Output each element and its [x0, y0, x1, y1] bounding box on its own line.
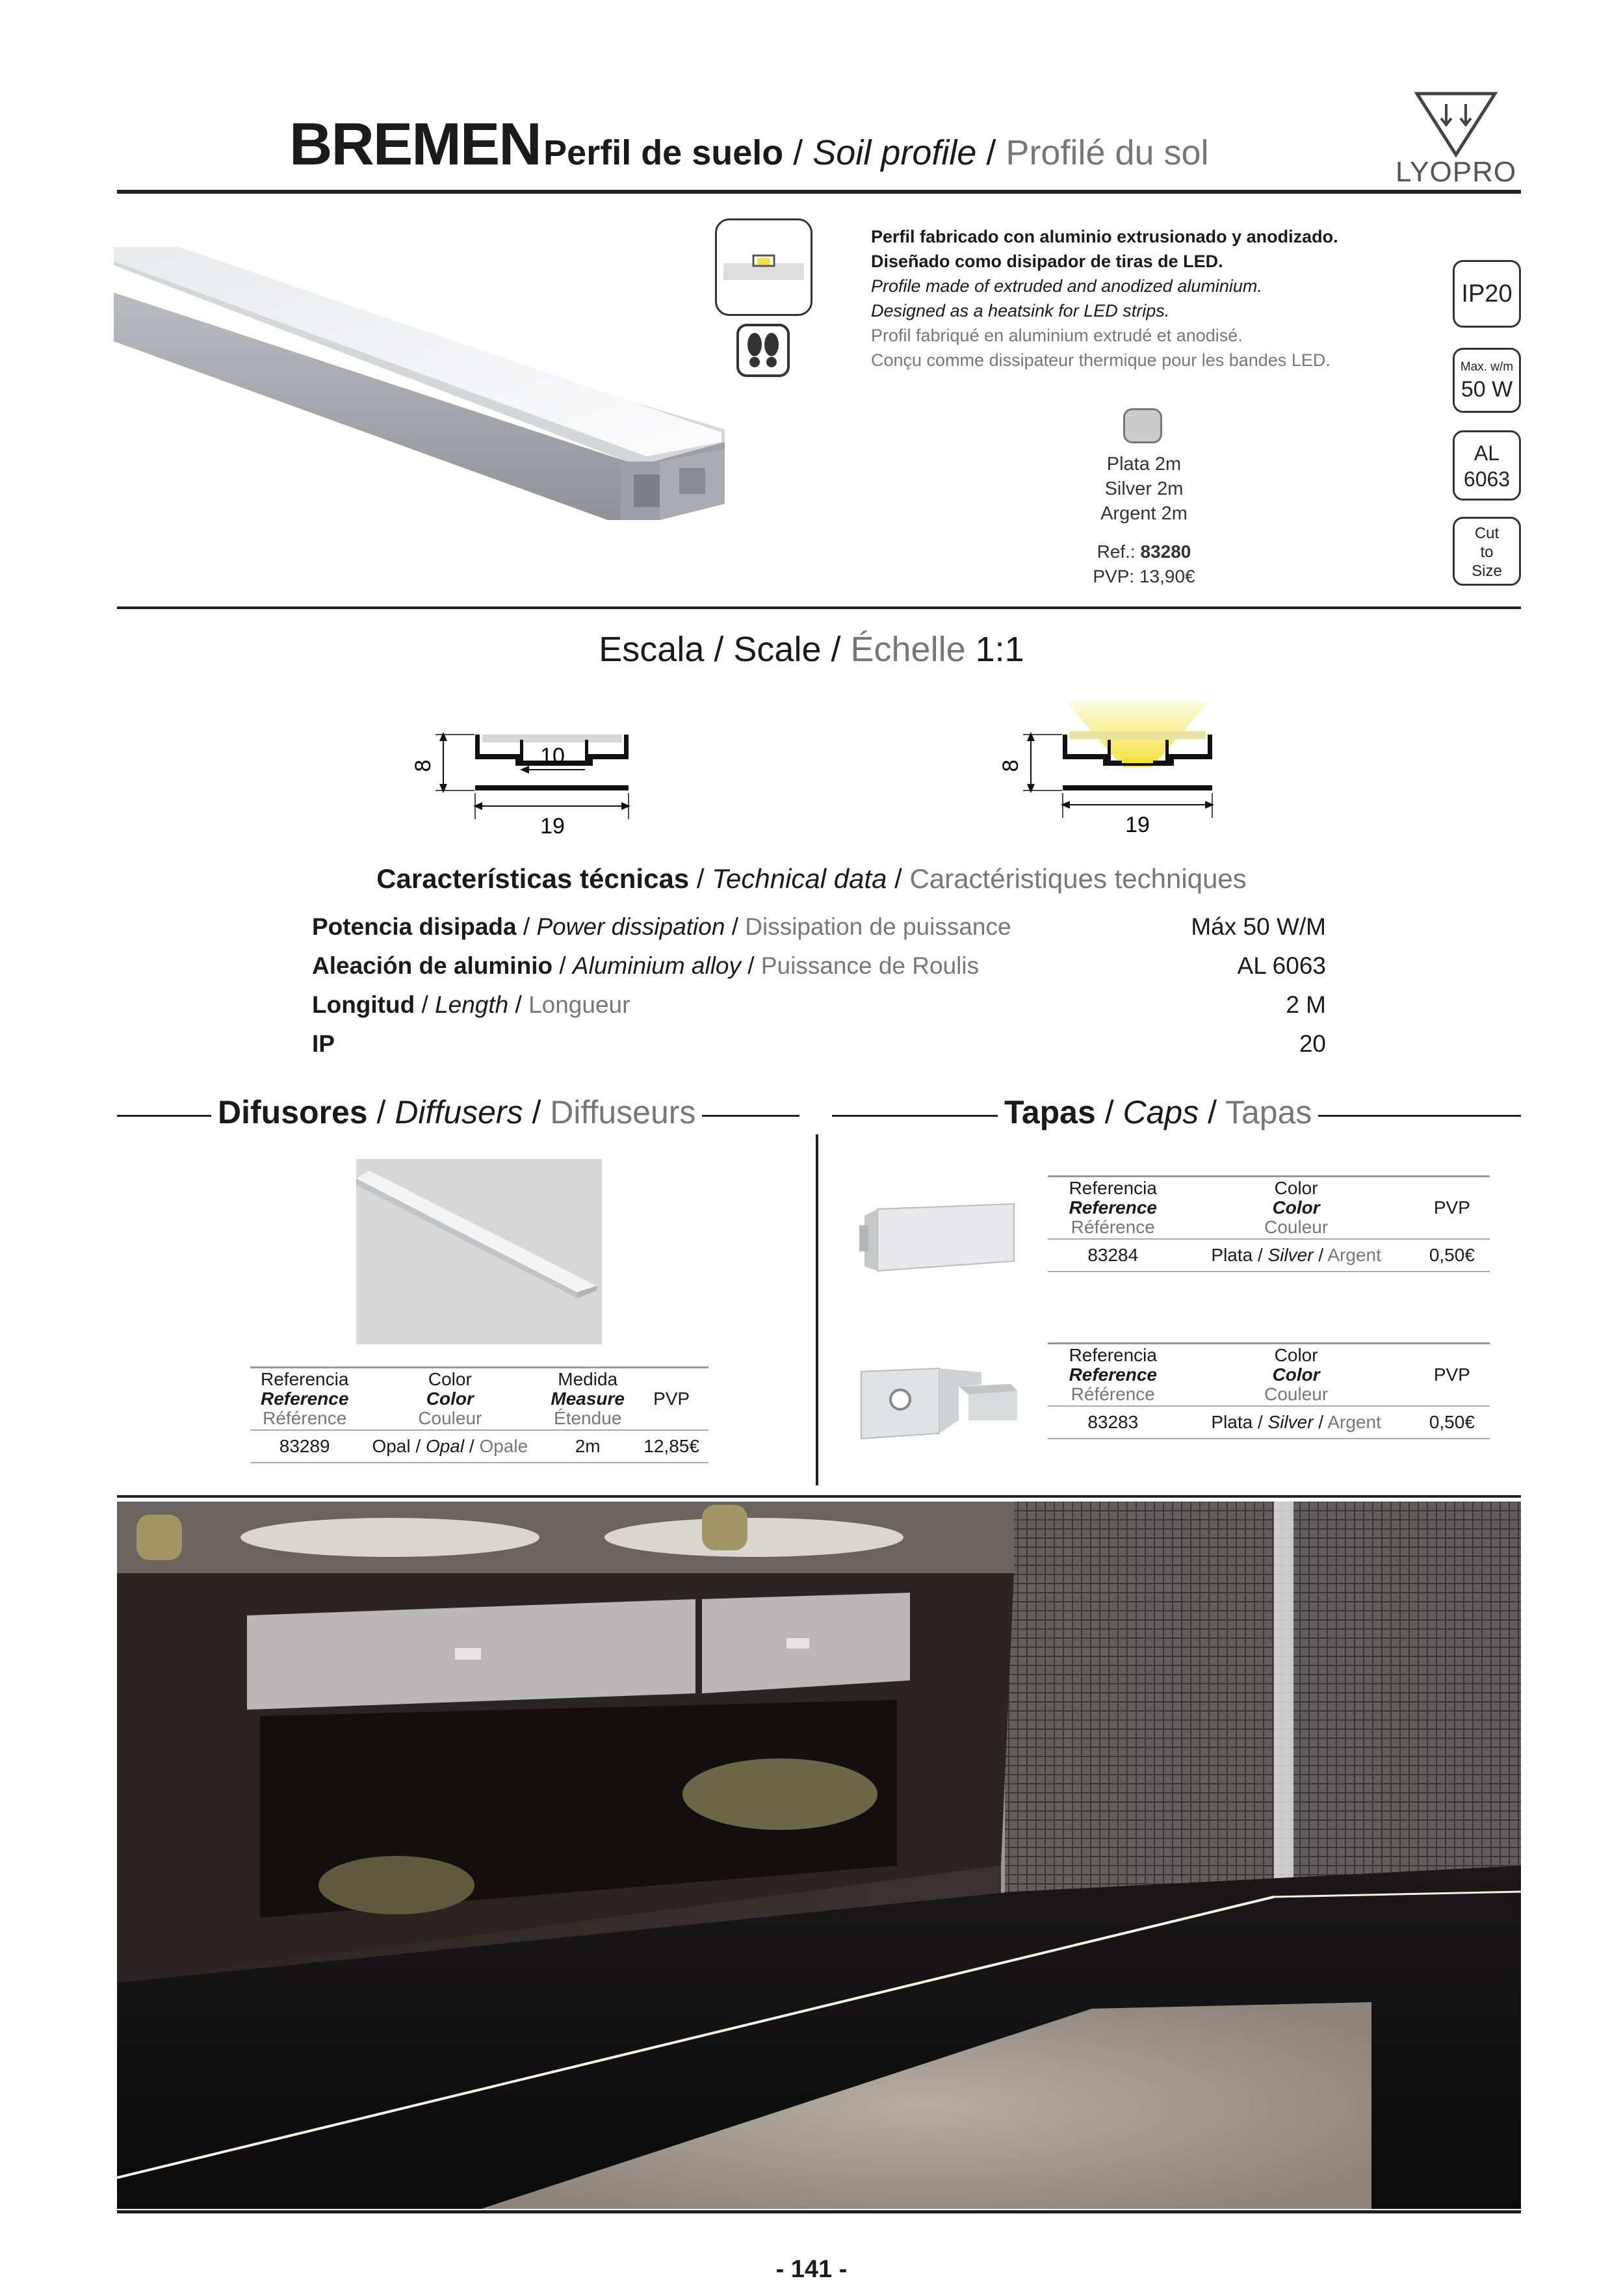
- profile-product-image: [114, 247, 725, 540]
- cell-ref: 83283: [1087, 1412, 1139, 1432]
- tech-row: Longitud / Length / Longueur 2 M: [312, 991, 1326, 1018]
- dim-height-right: 8: [998, 759, 1023, 772]
- tech-value: 20: [1299, 1030, 1326, 1057]
- tech-label-es: Potencia disipada: [312, 913, 517, 940]
- diffusers-heading-es: Difusores: [218, 1094, 368, 1130]
- caps-header-row: [1048, 1344, 1490, 1407]
- tech-heading-fr: Caractéristiques techniques: [909, 863, 1247, 894]
- profile-dimension-drawing: [409, 722, 643, 845]
- tech-label-en: Aluminium alloy: [572, 952, 742, 979]
- color-en: Silver 2m: [1104, 478, 1184, 499]
- max-power-value: 50 W: [1461, 377, 1513, 402]
- col-reference: Referencia Reference Référence: [261, 1369, 349, 1428]
- cut-to-size-badge: [1453, 517, 1521, 586]
- brand-name: LYOPRO: [1395, 156, 1517, 188]
- caps-table-83283: [1048, 1342, 1490, 1439]
- tech-label-es: IP: [312, 1030, 335, 1057]
- title-main: BREMEN: [289, 111, 541, 177]
- title-en: Soil profile: [812, 133, 977, 172]
- alloy-value: 6063: [1463, 467, 1511, 491]
- tech-row: [312, 1030, 1326, 1058]
- title-sep-1: /: [783, 133, 813, 172]
- silver-color-swatch: [1123, 408, 1162, 443]
- cell-pvp: 0,50€: [1429, 1245, 1475, 1265]
- col-reference: Referencia Reference Référence: [1069, 1178, 1157, 1237]
- bathroom-photo: [117, 1502, 1521, 2209]
- desc-fr-1: Profil fabriqué en aluminium extrudé et anodisé.: [871, 326, 1243, 345]
- tech-label-fr: Longueur: [528, 991, 630, 1018]
- cell-color: Plata / Silver / Argent: [1211, 1245, 1381, 1265]
- price-value: 13,90€: [1139, 566, 1195, 586]
- col-pvp: PVP: [1433, 1197, 1470, 1218]
- page-title: [289, 111, 1209, 179]
- tech-heading-en: Technical data: [712, 863, 887, 894]
- desc-en-2: Designed as a heatsink for LED strips.: [871, 301, 1170, 320]
- footprint-icon-box: [736, 324, 790, 377]
- table-row: [1048, 1239, 1490, 1272]
- desc-en-1: Profile made of extruded and anodized aluminium.: [871, 276, 1262, 296]
- alloy-badge: [1453, 430, 1521, 501]
- diffusers-heading: Difusores / Diffusers / Diffuseurs: [211, 1093, 702, 1131]
- page-number: - 141 -: [775, 2256, 848, 2283]
- col-color: Color Color Couleur: [1264, 1178, 1329, 1237]
- cell-color: Plata / Silver / Argent: [1211, 1412, 1381, 1432]
- max-power-badge: [1453, 348, 1521, 413]
- caps-heading-es: Tapas: [1004, 1094, 1096, 1130]
- tech-row: Potencia disipada / Power dissipation / Dissipation de puissance Máx 50 W/M: [312, 913, 1326, 940]
- table-row: [1048, 1406, 1490, 1439]
- cap-83284-image: [851, 1190, 1020, 1281]
- product-description: [871, 224, 1404, 372]
- title-es: Perfil de suelo: [543, 133, 784, 172]
- cell-color: Opal / Opal / Opale: [372, 1436, 528, 1456]
- diffusers-heading-en: Diffusers: [395, 1094, 523, 1130]
- caps-header-row: [1048, 1177, 1490, 1240]
- desc-es-2: Diseñado como disipador de tiras de LED.: [871, 252, 1223, 271]
- diffusers-heading-fr: Diffuseurs: [550, 1094, 696, 1130]
- photo-top-rule: [117, 1495, 1521, 1498]
- diffuser-image: [356, 1159, 602, 1344]
- table-row: [250, 1430, 708, 1463]
- tech-label-es: Longitud: [312, 991, 415, 1018]
- floor-section-icon: [715, 218, 812, 316]
- photo-bottom-rule: [117, 2210, 1521, 2213]
- price-label: PVP:: [1093, 566, 1139, 586]
- caps-heading-en: Caps: [1123, 1094, 1199, 1130]
- col-measure: Medida Measure Étendue: [551, 1369, 625, 1428]
- cell-measure: 2m: [575, 1436, 601, 1456]
- col-reference: Referencia Reference Référence: [1069, 1345, 1157, 1404]
- cut-line-1: Cut: [1474, 525, 1500, 542]
- cap-83283-image: [848, 1355, 1024, 1450]
- product-rule: [117, 607, 1521, 609]
- cell-pvp: 12,85€: [643, 1436, 699, 1456]
- desc-es-1: Perfil fabricado con aluminio extrusionado y anodizado.: [871, 227, 1338, 246]
- col-pvp: PVP: [1433, 1364, 1470, 1385]
- ip-badge: IP20: [1453, 260, 1521, 328]
- color-fr: Argent 2m: [1100, 503, 1188, 524]
- title-fr: Profilé du sol: [1006, 133, 1209, 172]
- tech-label-en: Power dissipation: [536, 913, 725, 940]
- tech-label-es: Aleación de aluminio: [312, 952, 553, 979]
- color-es: Plata 2m: [1106, 454, 1182, 475]
- col-color: Color Color Couleur: [1264, 1345, 1329, 1404]
- dim-height-left: 8: [411, 759, 435, 772]
- dim-width-left: 19: [540, 814, 565, 839]
- caps-heading: Tapas / Caps / Tapas: [998, 1093, 1318, 1131]
- tech-heading-es: Características técnicas: [376, 863, 690, 894]
- scale-heading: Escala / Scale / Échelle 1:1: [599, 630, 1024, 669]
- tech-label-en: Length: [435, 991, 509, 1018]
- cut-line-3: Size: [1472, 562, 1502, 580]
- caps-heading-fr: Tapas: [1225, 1094, 1312, 1130]
- column-divider: [816, 1134, 818, 1485]
- ref-number: 83280: [1140, 541, 1191, 562]
- ref-label: Ref.:: [1097, 541, 1141, 562]
- tech-row: Aleación de aluminio / Aluminium alloy / Puissance de Roulis AL 6063: [312, 952, 1326, 979]
- footprints-icon: [739, 326, 787, 374]
- caps-table-83284: [1048, 1175, 1490, 1272]
- tech-heading: Características técnicas / Technical data / Caractéristiques techniques: [376, 863, 1247, 894]
- alloy-label: AL: [1474, 441, 1500, 465]
- tech-value: 2 M: [1286, 991, 1326, 1018]
- tech-label-fr: Dissipation de puissance: [745, 913, 1011, 940]
- scale-fr: Échelle: [850, 630, 966, 669]
- cut-line-2: to: [1480, 543, 1494, 561]
- profile-led-drawing: [994, 702, 1241, 845]
- cell-pvp: 0,50€: [1429, 1412, 1475, 1432]
- title-sep-2: /: [976, 133, 1006, 172]
- dim-inner: 10: [540, 744, 565, 768]
- scale-en: Scale: [733, 630, 822, 669]
- color-options: [1053, 452, 1235, 526]
- tech-label-fr: Puissance de Roulis: [760, 952, 980, 979]
- dim-width-right: 19: [1125, 813, 1150, 837]
- cell-ref: 83289: [279, 1436, 330, 1456]
- title-subtitle: [543, 133, 1208, 172]
- tech-value: Máx 50 W/M: [1191, 913, 1326, 940]
- scale-ratio: 1:1: [975, 630, 1024, 669]
- cell-ref: 83284: [1087, 1245, 1139, 1265]
- diffusers-table: [250, 1366, 708, 1463]
- floor-profile-icon: [717, 220, 811, 314]
- diffusers-header-row: [250, 1368, 708, 1431]
- reference-block: [1053, 540, 1235, 589]
- col-color: Color Color Couleur: [418, 1369, 482, 1428]
- header-rule: [117, 190, 1521, 194]
- tech-value: AL 6063: [1237, 952, 1326, 979]
- scale-es: Escala: [599, 630, 705, 669]
- desc-fr-2: Conçu comme dissipateur thermique pour les bandes LED.: [871, 350, 1331, 370]
- col-pvp: PVP: [653, 1389, 690, 1409]
- max-power-label: Max. w/m: [1460, 360, 1514, 374]
